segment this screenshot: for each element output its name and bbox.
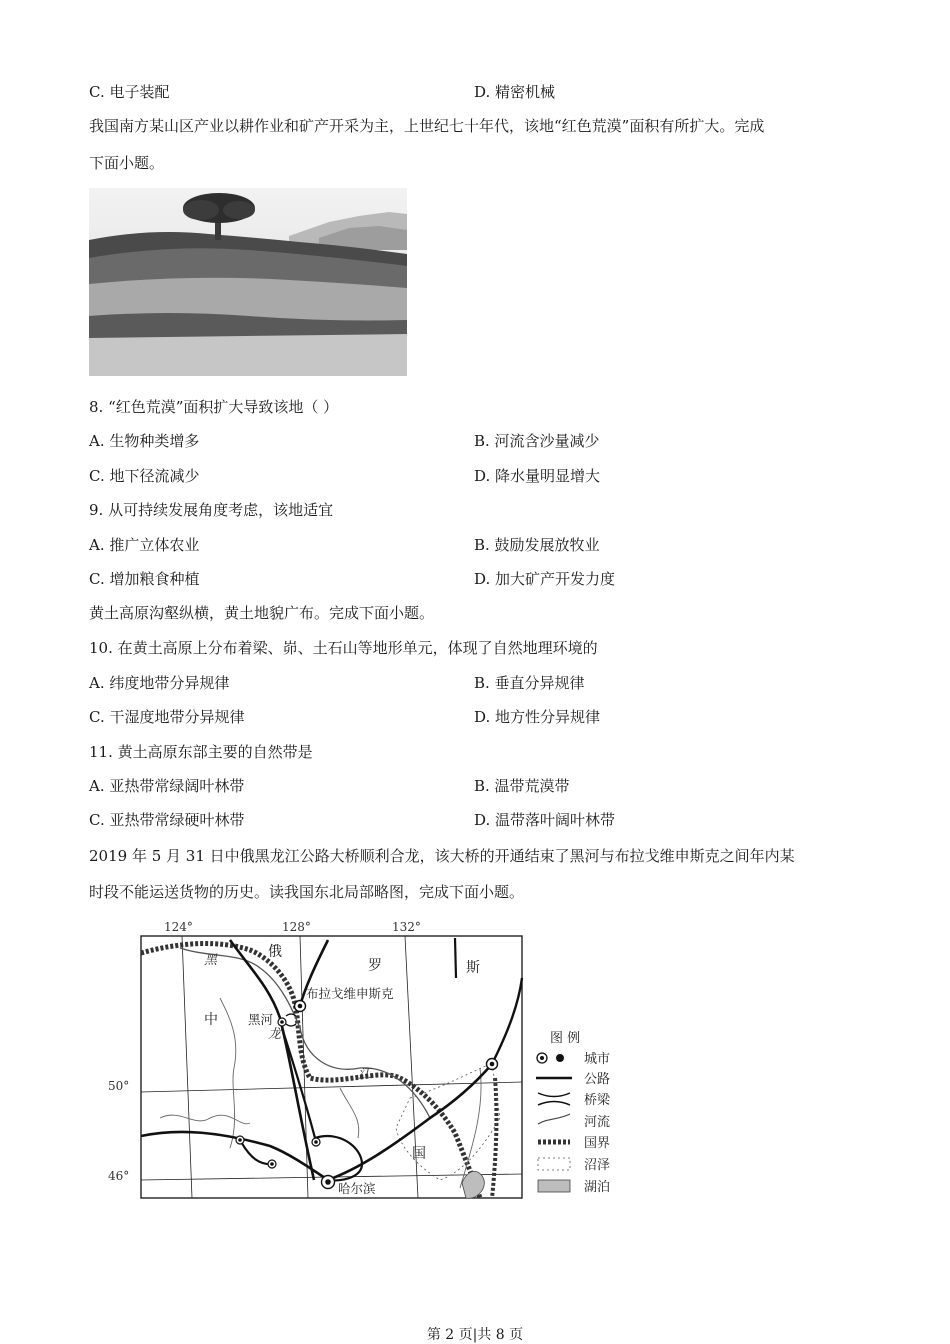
- option-d: D. 精密机械: [474, 83, 556, 101]
- city-marker: [312, 1138, 320, 1146]
- river-label: 江: [358, 1067, 372, 1082]
- city-marker: [268, 1160, 276, 1168]
- legend-river-icon: [538, 1114, 570, 1124]
- highway: [315, 1136, 362, 1180]
- question-11-stem: 11. 黄土高原东部主要的自然带是: [89, 743, 313, 761]
- river: [220, 998, 236, 1148]
- lon-label: 124°: [164, 920, 193, 934]
- legend-label: 城市: [584, 1052, 611, 1067]
- question-10-stem: 10. 在黄土高原上分布着梁、峁、土石山等地形单元，体现了自然地理环境的: [89, 639, 598, 657]
- legend-bridge-icon: [538, 1093, 570, 1105]
- lat-label: 46°: [108, 1169, 130, 1183]
- legend-label: 湖泊: [584, 1180, 611, 1195]
- landscape-photo: [89, 188, 407, 376]
- northeast-china-map: [100, 918, 640, 1210]
- q9-option-c[interactable]: C. 增加粮食种植: [89, 570, 200, 588]
- country-label: 中: [204, 1012, 218, 1028]
- legend-label: 河流: [584, 1115, 611, 1130]
- legend-marsh-icon: [538, 1158, 570, 1170]
- river: [160, 1115, 250, 1124]
- lat-label: 50°: [108, 1079, 130, 1093]
- q10-option-a[interactable]: A. 纬度地带分异规律: [89, 674, 230, 692]
- question-9-stem: 9. 从可持续发展角度考虑，该地适宜: [89, 501, 334, 519]
- q9-option-b[interactable]: B. 鼓励发展放牧业: [474, 536, 600, 554]
- city-marker: [487, 1059, 498, 1070]
- city-marker: [236, 1136, 244, 1144]
- city-marker-heihe: [278, 1018, 286, 1026]
- q8-option-b[interactable]: B. 河流含沙量减少: [474, 432, 600, 450]
- highway: [455, 938, 456, 978]
- q10-option-b[interactable]: B. 垂直分异规律: [474, 674, 585, 692]
- city-label-blagoveshchensk: 布拉戈维申斯克: [306, 986, 394, 1001]
- intro-paragraph-line: 黄土高原沟壑纵横，黄土地貌广布。完成下面小题。: [89, 604, 435, 622]
- highway: [141, 1132, 328, 1180]
- river-label: 黑: [204, 953, 218, 968]
- river: [340, 1088, 359, 1138]
- country-label: 罗: [368, 958, 382, 974]
- intro-paragraph-line: 我国南方某山区产业以耕作业和矿产开采为主，上世纪七十年代，该地“红色荒漠”面积有所扩大。完成: [89, 117, 765, 135]
- highway: [282, 1028, 316, 1142]
- legend-lake-icon: [538, 1180, 570, 1192]
- legend-label: 公路: [584, 1072, 611, 1087]
- city-label-harbin: 哈尔滨: [338, 1181, 376, 1196]
- legend-label: 国界: [584, 1136, 611, 1151]
- q10-option-d[interactable]: D. 地方性分异规律: [474, 708, 601, 726]
- river-label: 龙: [268, 1027, 282, 1042]
- q11-option-c[interactable]: C. 亚热带常绿硬叶林带: [89, 811, 245, 829]
- q11-option-b[interactable]: B. 温带荒漠带: [474, 777, 570, 795]
- city-marker-blagoveshchensk: [295, 1001, 306, 1012]
- lon-label: 132°: [392, 920, 421, 934]
- q8-option-c[interactable]: C. 地下径流减少: [89, 467, 200, 485]
- q9-option-a[interactable]: A. 推广立体农业: [89, 536, 200, 554]
- lon-label: 128°: [282, 920, 311, 934]
- legend-label: 沼泽: [584, 1158, 611, 1173]
- national-border: [492, 1078, 496, 1198]
- q11-option-d[interactable]: D. 温带落叶阔叶林带: [474, 811, 616, 829]
- legend-city-icon: [537, 1053, 564, 1063]
- page-footer: 第 2 页|共 8 页: [426, 1327, 524, 1343]
- meridian-line: [182, 936, 192, 1198]
- q8-option-a[interactable]: A. 生物种类增多: [89, 432, 200, 450]
- city-marker-harbin: [322, 1176, 335, 1189]
- q9-option-d[interactable]: D. 加大矿产开发力度: [474, 570, 616, 588]
- legend-label: 桥梁: [584, 1093, 611, 1108]
- option-c: C. 电子装配: [89, 83, 170, 101]
- intro-paragraph-line: 时段不能运送货物的历史。读我国东北局部略图，完成下面小题。: [89, 883, 525, 901]
- intro-paragraph-line: 下面小题。: [89, 154, 165, 172]
- q8-option-d[interactable]: D. 降水量明显增大: [474, 467, 601, 485]
- q11-option-a[interactable]: A. 亚热带常绿阔叶林带: [89, 777, 245, 795]
- country-label: 斯: [466, 960, 480, 976]
- q10-option-c[interactable]: C. 干湿度地带分异规律: [89, 708, 245, 726]
- country-label: 俄: [268, 944, 282, 960]
- question-8-stem: 8. “红色荒漠”面积扩大导致该地（ ）: [89, 398, 339, 416]
- intro-paragraph-line: 2019 年 5 月 31 日中俄黑龙江公路大桥顺利合龙，该大桥的开通结束了黑河与布拉戈维申斯克之间年内某: [89, 847, 795, 865]
- legend-title: 图 例: [550, 1031, 581, 1046]
- city-label-heihe: 黑河: [248, 1012, 274, 1027]
- country-label: 国: [412, 1146, 426, 1162]
- highway: [492, 978, 522, 1064]
